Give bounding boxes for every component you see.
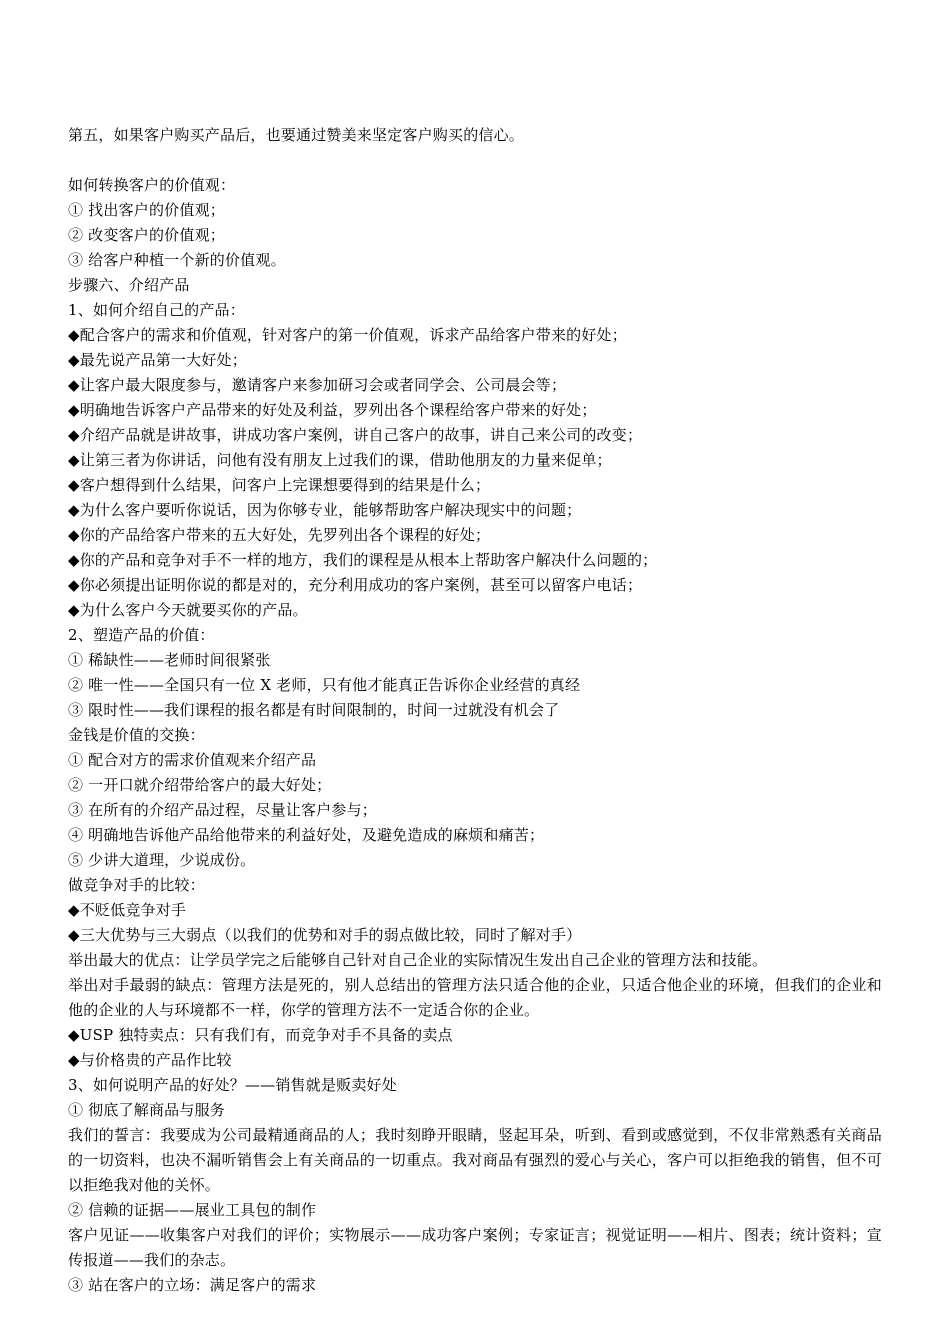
paragraph: 客户见证——收集客户对我们的评价；实物展示——成功客户案例；专家证言；视觉证明——相片、图表；统计资料；宣传报道——我们的杂志。 [68, 1226, 882, 1269]
list-item: ⑤ 少讲大道理，少说成份。 [68, 851, 256, 869]
subsection-heading: 2、塑造产品的价值： [68, 626, 215, 644]
bullet-item: ◆为什么客户要听你说话，因为你够专业，能够帮助客户解决现实中的问题； [68, 501, 582, 519]
section-heading: 步骤六、介绍产品 [68, 276, 190, 294]
bullet-item: ◆三大优势与三大弱点（以我们的优势和对手的弱点做比较，同时了解对手） [68, 926, 582, 944]
list-item: ② 一开口就介绍带给客户的最大好处； [68, 776, 332, 794]
bullet-item: ◆客户想得到什么结果，问客户上完课想要得到的结果是什么； [68, 476, 491, 494]
bullet-item: ◆最先说产品第一大好处； [68, 351, 247, 369]
bullet-item: ◆你的产品给客户带来的五大好处，先罗列出各个课程的好处； [68, 526, 491, 544]
list-item: ③ 限时性——我们课程的报名都是有时间限制的，时间一过就没有机会了 [68, 701, 560, 719]
list-item: ① 彻底了解商品与服务 [68, 1101, 225, 1119]
bullet-item: ◆你必须提出证明你说的都是对的，充分利用成功的客户案例，甚至可以留客户电话； [68, 576, 643, 594]
list-item: ③ 给客户种植一个新的价值观。 [68, 251, 286, 269]
bullet-item: ◆USP 独特卖点：只有我们有，而竞争对手不具备的卖点 [68, 1026, 453, 1044]
bullet-item: ◆为什么客户今天就要买你的产品。 [68, 601, 308, 619]
text-line: 第五，如果客户购买产品后，也要通过赞美来坚定客户购买的信心。 [68, 126, 525, 144]
text-line: 举出最大的优点：让学员学完之后能够自己针对自己企业的实际情况生发出自己企业的管理方法和技能。 [68, 951, 768, 969]
list-item: ② 改变客户的价值观； [68, 226, 225, 244]
list-item: ③ 在所有的介绍产品过程，尽量让客户参与； [68, 801, 377, 819]
text-line: 如何转换客户的价值观： [68, 176, 236, 194]
text-line: 做竞争对手的比较： [68, 876, 205, 894]
blank-line [68, 148, 882, 173]
bullet-item: ◆与价格贵的产品作比较 [68, 1051, 232, 1069]
list-item: ③ 站在客户的立场：满足客户的需求 [68, 1276, 317, 1294]
list-item: ① 配合对方的需求价值观来介绍产品 [68, 751, 317, 769]
list-item: ① 找出客户的价值观； [68, 201, 225, 219]
list-item: ② 信赖的证据——展业工具包的制作 [68, 1201, 317, 1219]
bullet-item: ◆你的产品和竞争对手不一样的地方，我们的课程是从根本上帮助客户解决什么问题的； [68, 551, 658, 569]
bullet-item: ◆让第三者为你讲话，问他有没有朋友上过我们的课，借助他朋友的力量来促单； [68, 451, 612, 469]
list-item: ④ 明确地告诉他产品给他带来的利益好处，及避免造成的麻烦和痛苦； [68, 826, 545, 844]
text-line: 金钱是价值的交换： [68, 726, 205, 744]
list-item: ② 唯一性——全国只有一位 X 老师，只有他才能真正告诉你企业经营的真经 [68, 676, 581, 694]
bullet-item: ◆配合客户的需求和价值观，针对客户的第一价值观，诉求产品给客户带来的好处； [68, 326, 627, 344]
bullet-item: ◆介绍产品就是讲故事，讲成功客户案例，讲自己客户的故事，讲自己来公司的改变； [68, 426, 643, 444]
paragraph: 我们的誓言：我要成为公司最精通商品的人；我时刻睁开眼睛，竖起耳朵，听到、看到或感觉到，不仅非常熟悉有关商品的一切资料，也决不漏听销售会上有关商品的一切重点。我对商品有强烈的爱心与关心，客户可以拒绝我的销售，但不可以拒绝我对他的关怀。 [68, 1126, 882, 1194]
paragraph: 举出对手最弱的缺点：管理方法是死的，别人总结出的管理方法只适合他的企业，只适合他企业的环境，但我们的企业和他的企业的人与环境都不一样，你学的管理方法不一定适合你的企业。 [68, 976, 882, 1019]
bullet-item: ◆明确地告诉客户产品带来的好处及利益，罗列出各个课程给客户带来的好处； [68, 401, 597, 419]
subsection-heading: 3、如何说明产品的好处？——销售就是贩卖好处 [68, 1076, 397, 1094]
bullet-item: ◆不贬低竞争对手 [68, 901, 187, 919]
bullet-item: ◆让客户最大限度参与，邀请客户来参加研习会或者同学会、公司晨会等； [68, 376, 567, 394]
list-item: ① 稀缺性——老师时间很紧张 [68, 651, 271, 669]
subsection-heading: 1、如何介绍自己的产品： [68, 301, 245, 319]
